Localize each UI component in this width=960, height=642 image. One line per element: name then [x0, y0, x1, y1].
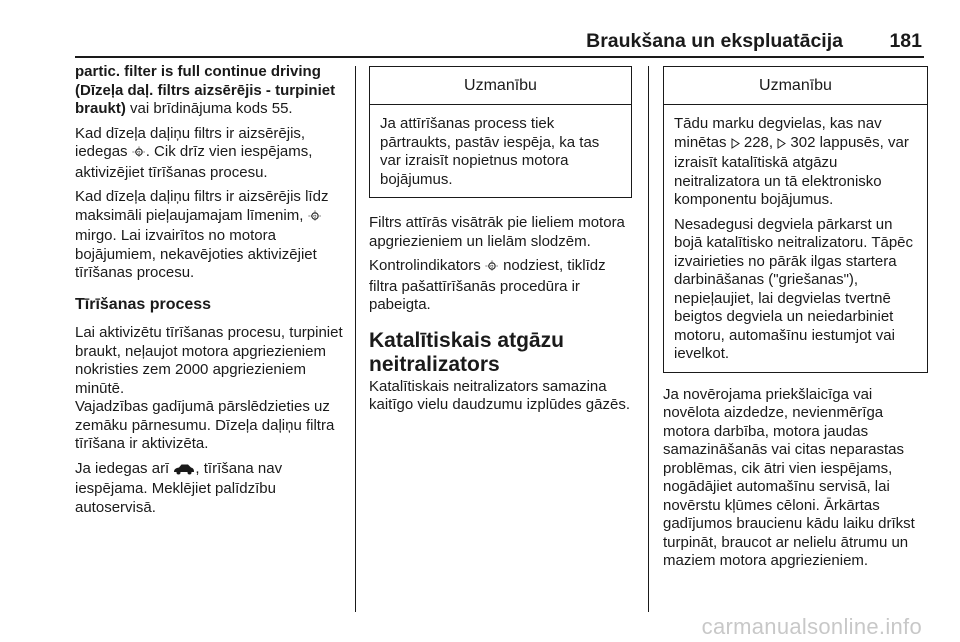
paragraph-text: Kontrolindikators [369, 257, 485, 274]
paragraph-service [75, 460, 347, 518]
paragraph-filter-full [75, 63, 347, 119]
caution-text: Ja attīrīšanas process tiek pārtraukts, pastāv iespēja, ka tas var izraisīt nopietnus motora bojājumus. [380, 115, 600, 188]
paragraph-text: Tādu marku degvielas, kas nav minētas [674, 115, 882, 151]
caution-fuel-grades [674, 115, 919, 210]
caution-body [664, 105, 927, 372]
message-text: partic. filter is full continue driving (Dīzeļa daļ. filtrs aizsērējis - turpiniet braukt) [75, 63, 336, 117]
column-1 [75, 63, 347, 523]
paragraph-clogged [75, 125, 347, 183]
diesel-particle-filter-icon [132, 145, 146, 164]
paragraph-text: , tīrīšana nav iespējama. Meklējiet palīdzību autoservisā. [75, 459, 283, 516]
caution-body [370, 105, 631, 197]
section-heading-catalytic: Katalītiskais atgāzu neitralizators [369, 328, 564, 376]
paragraph-text: 228, [739, 133, 778, 151]
column-2 [369, 63, 632, 421]
page-header-title: Braukšana un ekspluatācija [586, 30, 843, 52]
page-reference-arrow-icon[interactable] [731, 136, 740, 155]
caution-unburned-fuel: Nesadegusi degviela pārkarst un bojā katalītisko neitralizatoru. Tāpēc izvairieties no pārāk ilgas startera darbināšanas ("griešanas"), nepieļaujiet, lai degvielas tvertnē beigtos degviela un neiedarbiniet motoru, automašīnu iestumjot vai ievelkot. [674, 215, 914, 362]
caution-box [369, 66, 632, 198]
paragraph-text: mirgo. Lai izvairītos no motora bojājumiem, nekavējoties aktivizējiet tīrīšanas procesu. [75, 227, 317, 281]
column-divider-2 [648, 66, 649, 612]
paragraph-indicator-off [369, 257, 632, 315]
paragraph-text: 302 lappusēs, var izraisīt katalītiskā atgāzu neitralizatora un tā elektronisko komponentu bojājumus. [674, 133, 909, 208]
section-heading-cleaning: Tīrīšanas process [75, 295, 212, 313]
diesel-particle-filter-icon [308, 209, 322, 228]
paragraph-text: Kad dīzeļa daļiņu filtrs ir aizsērējis līdz maksimāli pieļaujamajam līmenim, [75, 188, 329, 224]
header-divider [75, 56, 924, 58]
paragraph-text: Kad dīzeļa daļiņu filtrs ir aizsērējis, iedegas [75, 124, 306, 160]
paragraph-activate: Lai aktivizētu tīrīšanas procesu, turpiniet braukt, neļaujot motora apgriezieniem nokristies zem 2000 apgriezieniem minūtē. [75, 324, 343, 397]
caution-title: Uzmanību [370, 67, 631, 105]
column-3 [663, 63, 928, 577]
paragraph-misfire: Ja novērojama priekšlaicīga vai novēlota aizdedze, nevienmērīga motora darbība, motora jaudas samazināšanās vai citas neparastas problēmas, cik ātri vien iespējams, nogādājiet automašīnu servisā, lai novērstu kļūmes cēloni. Ārkārtas gadījumos braucienu kādu laiku drīkst turpināt, braucot ar nelielu ātrumu un maziem motora apgriezieniem. [663, 385, 915, 569]
caution-title: Uzmanību [664, 67, 927, 105]
page-reference-arrow-icon[interactable] [777, 136, 786, 155]
paragraph-text: . Cik drīz vien iespējams, aktivizējiet tīrīšanas procesu. [75, 143, 313, 181]
watermark: carmanualsonline.info [701, 614, 922, 639]
paragraph-text: nodziest, tiklīdz filtra pašattīrīšanās procedūra ir pabeigta. [369, 257, 606, 313]
caution-box [663, 66, 928, 373]
paragraph-text: Ja iedegas arī [75, 459, 174, 477]
paragraph-downshift: Vajadzības gadījumā pārslēdzieties uz zemāku pārnesumu. Dīzeļa daļiņu filtra tīrīšana ir aktivizēta. [75, 398, 335, 452]
page-number: 181 [889, 30, 922, 52]
column-divider-1 [355, 66, 356, 612]
paragraph-filter-cleans: Filtrs attīrās visātrāk pie lieliem motora apgriezieniem un lielām slodzēm. [369, 214, 625, 250]
paragraph-text: vai brīdinājuma kods 55. [125, 100, 293, 117]
paragraph-catalytic: Katalītiskais neitralizators samazina kaitīgo vielu daudzumu izplūdes gāzēs. [369, 377, 630, 413]
car-service-icon [173, 462, 195, 481]
paragraph-max-level [75, 188, 347, 283]
diesel-particle-filter-icon [485, 259, 499, 278]
